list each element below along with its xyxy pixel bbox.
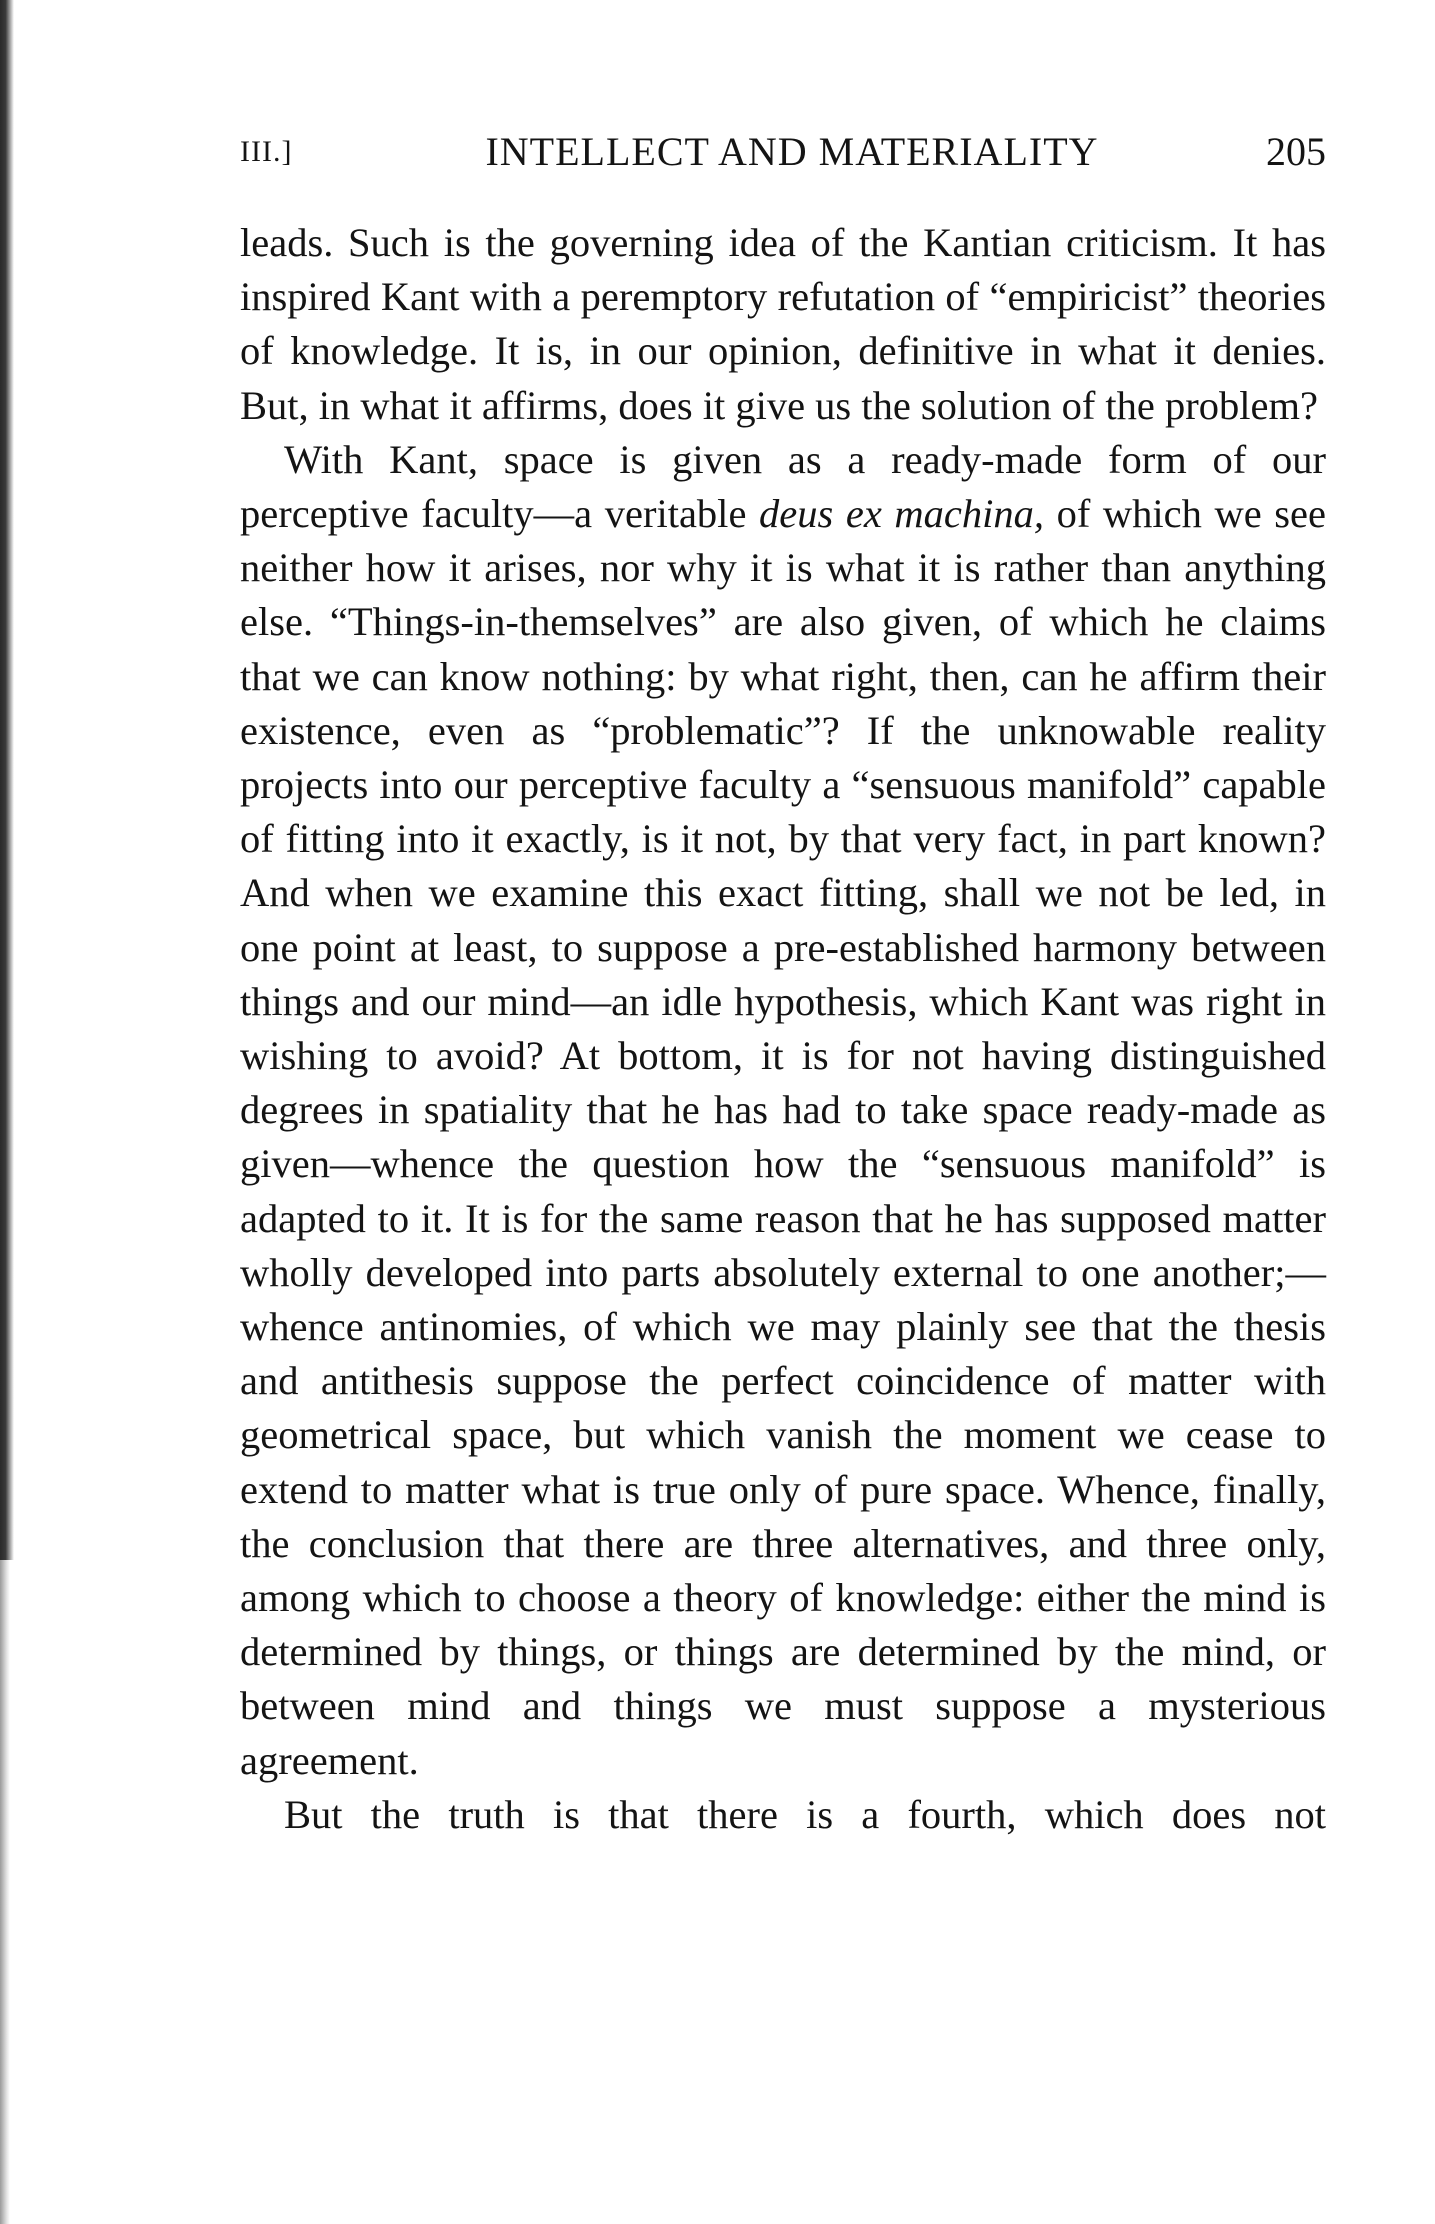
paragraph-1-text: leads. Such is the governing idea of the Kantian criticism. It has inspired Kant with a peremptory refutation of “empiricist” theories of knowledge. It is, in our opinion, definitive in what it denies. But, in what it affirms, does it give us the solution of the problem? bbox=[240, 220, 1326, 428]
paragraph-2 bbox=[240, 433, 1326, 1788]
binding-edge-shadow bbox=[0, 1560, 10, 2224]
paragraph-3-text: But the truth is that there is a fourth, which does not bbox=[284, 1791, 1326, 1837]
paragraph-3 bbox=[240, 1788, 1326, 1842]
running-header bbox=[240, 122, 1326, 182]
section-marker: III.] bbox=[240, 135, 293, 168]
running-title: INTELLECT AND MATERIALITY bbox=[485, 129, 1099, 174]
latin-phrase: deus ex machina, bbox=[759, 491, 1044, 537]
paragraph-2-tail: of which we see neither how it arises, nor why it is what it is rather than anything else. “Things-in-themselves” are also given, of which he claims that we can know nothing: by what right, then, can he affirm their existence, even as “problematic”? If the unknowable reality projects into our perceptive faculty a “sensuous manifold” capable of fitting into it exactly, is it not, by that very fact, in part known? And when we examine this exact fitting, shall we not be led, in one point at least, to suppose a pre-established harmony between things and our mind—an idle hypothesis, which Kant was right in wishing to avoid? At bottom, it is for not having distinguished degrees in spatiality that he has had to take space ready-made as given—whence the question how the “sensuous manifold” is adapted to it. It is for the same reason that he has supposed matter wholly developed into parts absolutely external to one another;—whence antinomies, of which we may plainly see that the thesis and antithesis suppose the perfect coincidence of matter with geometrical space, but which vanish the moment we cease to extend to matter what is true only of pure space. Whence, finally, the conclusion that there are three alternatives, and three only, among which to choose a theory of knowledge: either the mind is determined by things, or things are determined by the mind, or between mind and things we must suppose a mysterious agreement. bbox=[240, 491, 1327, 1783]
body-text bbox=[240, 216, 1326, 1842]
paragraph-2-text: With Kant, space is given as a ready-made form of our perceptive faculty—a veritable bbox=[240, 436, 1326, 537]
page-number: 205 bbox=[1266, 129, 1326, 174]
binding-edge bbox=[0, 0, 14, 1560]
paragraph-1 bbox=[240, 216, 1326, 433]
